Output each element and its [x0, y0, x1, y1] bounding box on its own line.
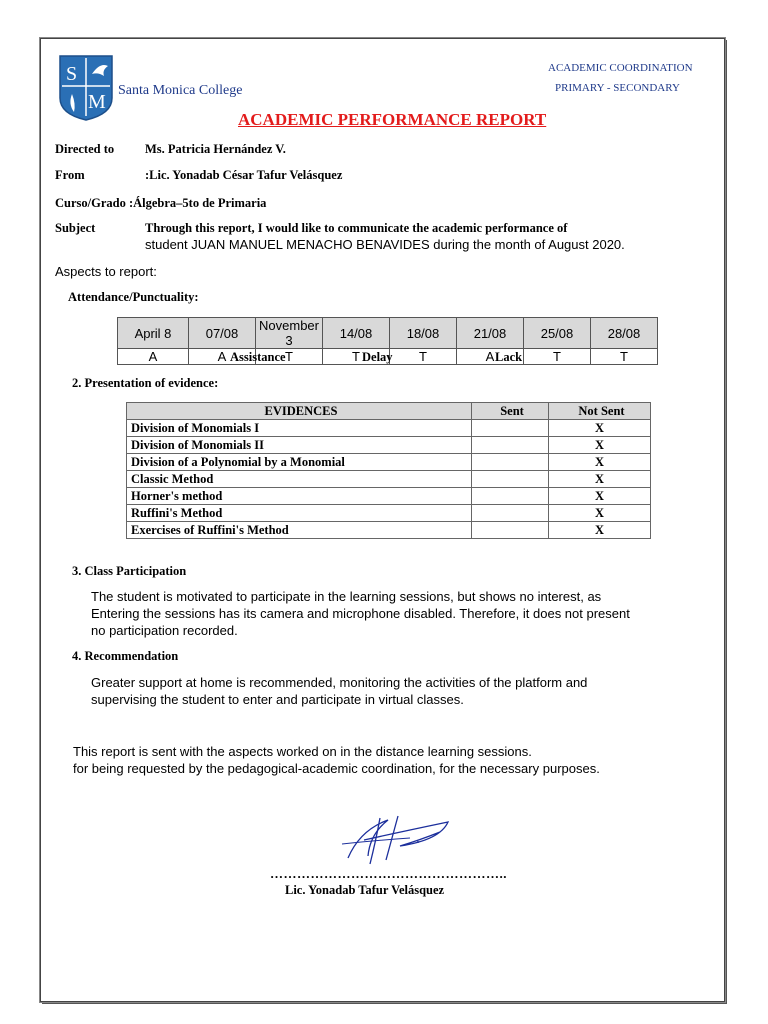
evidence-name-cell	[127, 437, 472, 454]
evidence-name-cell	[127, 420, 472, 437]
date-cell: November 3	[256, 318, 323, 349]
evidence-not-sent-cell: X	[549, 420, 651, 437]
course-label: Curso/Grado :	[55, 196, 134, 210]
evidence-rows	[127, 420, 651, 539]
date-cell: 14/08	[323, 318, 390, 349]
legend-assistance: Assistance	[230, 350, 286, 364]
recommendation-heading: 4. Recommendation	[72, 649, 179, 663]
col-not-sent: Not Sent	[549, 403, 651, 420]
evidence-name: Exercises of Ruffini's Method	[131, 522, 289, 537]
evidence-row	[127, 437, 651, 454]
course-value: Álgebra–5to de Primaria	[133, 196, 267, 210]
recommendation-line1: Greater support at home is recommended, monitoring the activities of the platform and	[91, 675, 588, 690]
evidence-name-cell	[127, 471, 472, 488]
participation-heading: 3. Class Participation	[72, 564, 187, 578]
legend-delay: Delay	[362, 350, 393, 364]
evidence-name: Horner's method	[131, 488, 223, 503]
course-field	[55, 196, 266, 211]
directed-to-value: Ms. Patricia Hernández V.	[145, 142, 286, 156]
coordination-line1: ACADEMIC COORDINATION	[548, 62, 693, 74]
evidence-name-cell	[127, 505, 472, 522]
subject-line2: student JUAN MANUEL MENACHO BENAVIDES during the month of August 2020.	[145, 237, 625, 252]
evidence-sent-cell	[472, 437, 549, 454]
attendance-dates-row	[118, 318, 658, 349]
evidence-name: Ruffini's Method	[131, 505, 223, 520]
evidence-row	[127, 420, 651, 437]
from-label: From	[55, 168, 85, 182]
mark-cell: A	[457, 349, 524, 365]
mark-cell: T	[390, 349, 457, 365]
evidence-header-row	[127, 403, 651, 420]
college-name: Santa Monica College	[118, 83, 243, 98]
evidence-name: Division of Monomials I	[131, 420, 260, 435]
evidence-row	[127, 488, 651, 505]
college-logo	[58, 54, 114, 122]
signer-name: Lic. Yonadab Tafur Velásquez	[285, 883, 445, 897]
date-cell: April 8	[118, 318, 189, 349]
evidence-name-cell	[127, 454, 472, 471]
subject-line1: Through this report, I would like to communicate the academic performance of	[145, 221, 568, 235]
aspects-intro: Aspects to report:	[55, 264, 157, 279]
date-cell: 18/08	[390, 318, 457, 349]
col-sent: Sent	[472, 403, 549, 420]
mark-cell: T	[323, 349, 390, 365]
col-evidences: EVIDENCES	[127, 403, 472, 420]
attendance-heading: Attendance/Punctuality:	[68, 290, 199, 304]
subject-label: Subject	[55, 221, 96, 235]
handwritten-signature	[340, 810, 460, 870]
evidence-not-sent-cell: X	[549, 522, 651, 539]
evidence-row	[127, 505, 651, 522]
evidence-name: Classic Method	[131, 471, 214, 486]
evidence-name: Division of a Polynomial by a Monomial	[131, 454, 345, 469]
logo-letter-s: S	[66, 63, 78, 85]
evidence-row	[127, 454, 651, 471]
participation-line3: no participation recorded.	[91, 623, 238, 638]
evidence-sent-cell	[472, 454, 549, 471]
mark-cell: A	[118, 349, 189, 365]
mark-cell: A	[189, 349, 256, 365]
evidence-name-cell	[127, 488, 472, 505]
participation-line2: Entering the sessions has its camera and microphone disabled. Therefore, it does not present	[91, 606, 630, 621]
evidence-sent-cell	[472, 488, 549, 505]
evidence-not-sent-cell: X	[549, 454, 651, 471]
evidence-sent-cell	[472, 420, 549, 437]
mark-cell: T	[256, 349, 323, 365]
recommendation-line2: supervising the student to enter and participate in virtual classes.	[91, 692, 464, 707]
mark-cell: T	[524, 349, 591, 365]
evidence-name: Division of Monomials II	[131, 437, 265, 452]
evidence-not-sent-cell: X	[549, 437, 651, 454]
signature-line: ……………………………………………..	[270, 866, 507, 881]
evidence-not-sent-cell: X	[549, 488, 651, 505]
participation-line1: The student is motivated to participate in the learning sessions, but shows no interest, as	[91, 589, 602, 604]
evidence-heading: 2. Presentation of evidence:	[72, 376, 219, 390]
coordination-line2: PRIMARY - SECONDARY	[555, 82, 680, 94]
evidence-sent-cell	[472, 471, 549, 488]
evidence-row	[127, 471, 651, 488]
evidence-name-cell	[127, 522, 472, 539]
evidence-sent-cell	[472, 522, 549, 539]
legend-lack: Lack	[495, 350, 523, 364]
closing-line2: for being requested by the pedagogical-academic coordination, for the necessary purposes.	[73, 761, 600, 776]
evidence-sent-cell	[472, 505, 549, 522]
mark-cell: T	[591, 349, 658, 365]
evidence-not-sent-cell: X	[549, 505, 651, 522]
from-value: :Lic. Yonadab César Tafur Velásquez	[145, 168, 343, 182]
evidence-row	[127, 522, 651, 539]
report-title: ACADEMIC PERFORMANCE REPORT	[238, 110, 547, 129]
date-cell: 28/08	[591, 318, 658, 349]
logo-letter-m: M	[88, 91, 106, 113]
date-cell: 07/08	[189, 318, 256, 349]
evidence-table	[126, 402, 651, 539]
evidence-not-sent-cell: X	[549, 471, 651, 488]
date-cell: 25/08	[524, 318, 591, 349]
date-cell: 21/08	[457, 318, 524, 349]
closing-line1: This report is sent with the aspects worked on in the distance learning sessions.	[73, 744, 532, 759]
directed-to-label: Directed to	[55, 142, 115, 156]
